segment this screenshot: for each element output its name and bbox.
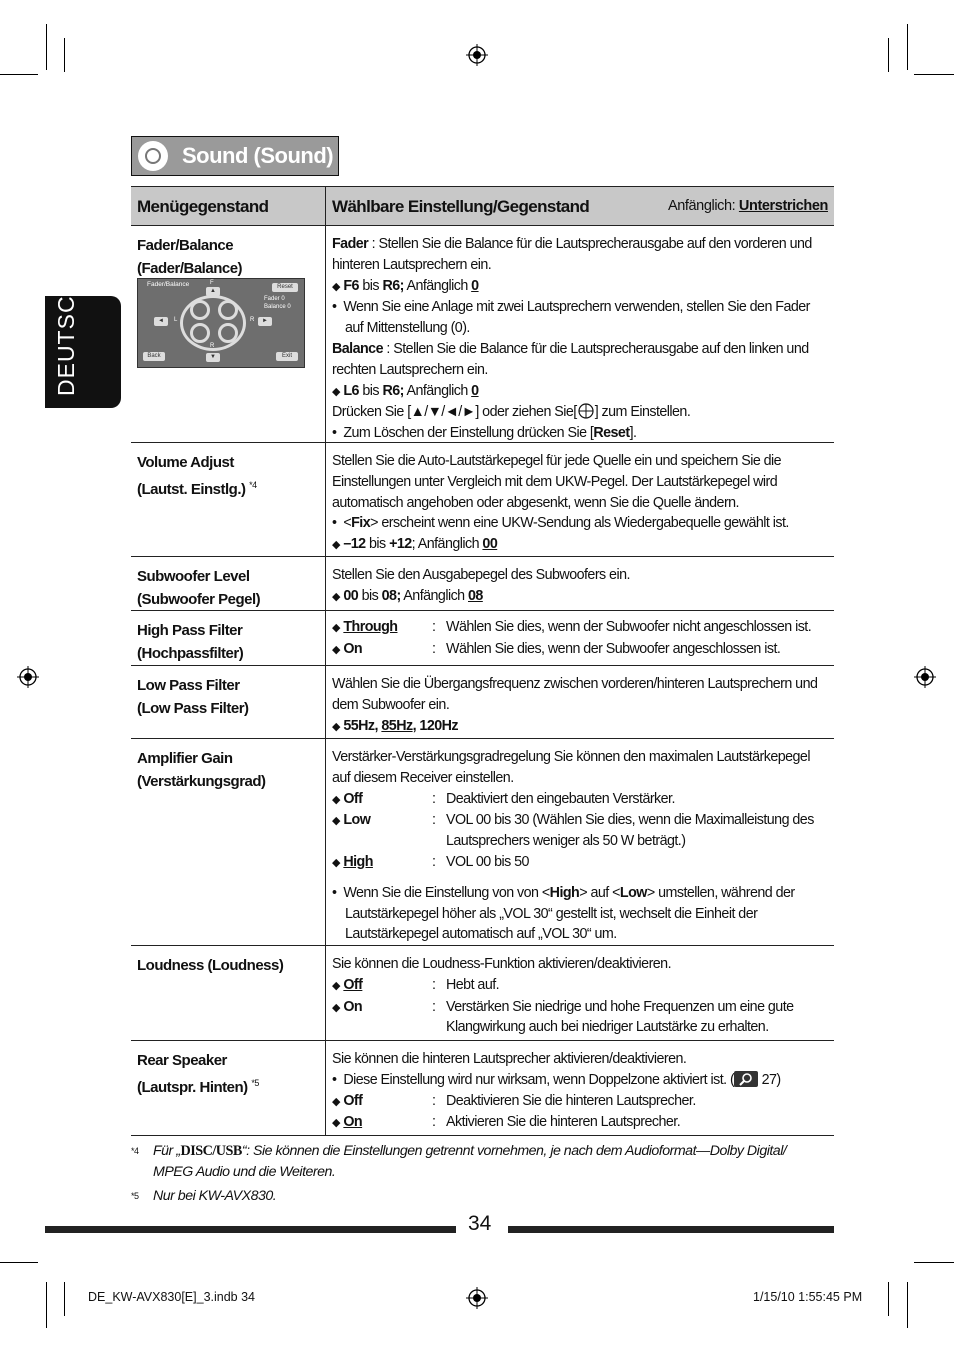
- setting-description: Stellen Sie den Ausgabepegel des Subwoofers ein. ◆ 00 bis 08; Anfänglich 08: [332, 567, 630, 604]
- column-header-settings: Wählbare Einstellung/Gegenstand: [332, 197, 590, 216]
- crop-mark: [907, 1282, 908, 1328]
- crop-mark: [888, 1282, 889, 1316]
- registration-mark-icon: [466, 1287, 488, 1309]
- crop-mark: [0, 74, 38, 75]
- footnote-marker: *5: [131, 1191, 139, 1201]
- screen-back-button: Back: [143, 352, 165, 361]
- crop-mark: [914, 74, 954, 75]
- table-row: [131, 946, 834, 1041]
- crop-mark: [64, 1282, 65, 1316]
- section-header: [131, 136, 339, 176]
- drag-cross-icon: [577, 403, 595, 419]
- language-side-tab: [45, 277, 121, 408]
- registration-mark-icon: [466, 44, 488, 66]
- setting-description: Sie können die Loudness-Funktion aktivieren/deaktivieren. ◆ Off : Hebt auf. ◆ On : Verstärken Sie niedrige und hohe Frequenzen um eine gute Klangwirkung auch bei niedriger Lautstärke zu erhalten.: [332, 956, 794, 1036]
- table-row: [131, 557, 834, 611]
- screen-fader-value: Fader 0: [264, 296, 285, 302]
- table-row: [131, 1041, 834, 1136]
- table-row: [131, 443, 834, 557]
- section-title: Sound (Sound): [182, 143, 334, 168]
- crop-mark: [0, 1262, 38, 1263]
- footnote-4: Für „DISC/USB“: Sie können die Einstellungen getrennt vornehmen, je nach dem Audioformat—Dolby Digital/ MPEG Audio und die Weiteren.: [153, 1143, 787, 1180]
- crop-mark: [914, 1262, 954, 1263]
- page-number: 34: [468, 1212, 492, 1235]
- menu-item-label: Fader/Balance (Fader/Balance): [137, 237, 243, 277]
- setting-description: Verstärker-Verstärkungsgradregelung Sie können den maximalen Lautstärkepegel auf diesem Receiver einstellen. ◆ Off : Deaktiviert den eingebauten Verstärker. ◆ Low : VOL 00 bis 30 (Wählen Sie dies, wenn die Maximalleistung des Lautsprechers weniger als 50 W beträgt.) ◆ High : VOL 00 bis 50 • Wenn Sie die Einstellung von von <High> auf <Low> umstellen, während der Lautstärkepegel höher als „VOL 30“ gestellt ist, wechselt die Einheit der Lautstärkepegel automatisch auf „VOL 30“ um.: [332, 749, 814, 943]
- menu-item-label: Volume Adjust (Lautst. Einstlg.) $^{*4}$: [137, 454, 257, 498]
- table-header: [131, 187, 834, 226]
- fader-balance-screen-illustration: Fader/Balance Reset Fader 0 Balance 0 ▲ ▼ ◄ ► L R F R Back Exit: [137, 278, 305, 368]
- setting-description: Wählen Sie die Übergangsfrequenz zwischen vorderen/hinteren Lautsprechern und dem Subwoofer ein. ◆ 55Hz, 85Hz, 120Hz: [332, 676, 818, 734]
- page-reference-icon: [734, 1071, 758, 1087]
- page-rule-left: [45, 1226, 456, 1233]
- crop-mark: [64, 38, 65, 72]
- disc-icon: [138, 141, 168, 171]
- screen-reset-button: Reset: [272, 283, 298, 292]
- page-rule-right: [508, 1226, 834, 1233]
- initial-legend: Anfänglich: Unterstrichen: [667, 198, 828, 214]
- screen-exit-button: Exit: [276, 352, 298, 361]
- column-header-menu-item: Menügegenstand: [137, 197, 269, 216]
- table-row: [131, 666, 834, 739]
- setting-description: ◆ Through : Wählen Sie dies, wenn der Subwoofer nicht angeschlossen ist. ◆ On : Wählen Sie dies, wenn der Subwoofer angeschlossen ist.: [332, 619, 812, 657]
- setting-description: Stellen Sie die Auto-Lautstärkepegel für jede Quelle ein und speichern Sie die Einstellungen unter Vergleich mit dem UKW-Pegel. Der Lautstärkepegel wird automatisch angehoben oder abgesenkt, wenn Sie die Quelle ändern. • <Fix> erscheint wenn eine UKW-Sendung als Wiedergabequelle gewählt ist. ◆ –12 bis +12; Anfänglich 00: [332, 453, 789, 553]
- menu-item-label: Low Pass Filter (Low Pass Filter): [137, 677, 249, 717]
- print-slug-date: 1/15/10 1:55:45 PM: [753, 1290, 863, 1304]
- menu-item-label: Amplifier Gain (Verstärkungsgrad): [137, 750, 266, 790]
- setting-description: Sie können die hinteren Lautsprecher aktivieren/deaktivieren. • Diese Einstellung wird nur wirksam, wenn Doppelzone aktiviert ist. ( 27) ◆ Off : Deaktivieren Sie die hinteren Lautsprecher. ◆ On : Aktivieren Sie die hinteren Lautsprecher.: [332, 1051, 781, 1131]
- screen-balance-value: Balance 0: [264, 304, 291, 310]
- table-row: [131, 739, 834, 946]
- crop-mark: [46, 1282, 47, 1328]
- screen-title: Fader/Balance: [147, 281, 190, 288]
- crop-mark: [888, 38, 889, 72]
- menu-item-label: Subwoofer Level (Subwoofer Pegel): [137, 568, 261, 608]
- table-row: [131, 611, 834, 666]
- menu-item-label: Rear Speaker (Lautspr. Hinten) $^{*5}$: [137, 1052, 259, 1096]
- registration-mark-icon: [17, 666, 39, 688]
- footnote-5: Nur bei KW-AVX830.: [153, 1188, 277, 1204]
- side-tab-label: DEUTSCH: [53, 277, 79, 396]
- menu-item-label: Loudness (Loudness): [137, 957, 284, 974]
- registration-mark-icon: [914, 666, 936, 688]
- setting-description: Fader : Stellen Sie die Balance für die Lautsprecherausgabe auf den vorderen und hinteren Lautsprechern ein. ◆ F6 bis R6; Anfänglich 0 • Wenn Sie eine Anlage mit zwei Lautsprechern verwenden, stellen Sie den Fader auf Mittenstellung (0). Balance : Stellen Sie die Balance für die Lautsprecherausgabe auf den linken und rechten Lautsprechern ein. ◆ L6 bis R6; Anfänglich 0 Drücken Sie [▲/▼/◄/►] oder ziehen Sie[ ] zum Einstellen. • Zum Löschen der Einstellung drücken Sie [Reset].: [332, 236, 812, 442]
- menu-item-label: High Pass Filter (Hochpassfilter): [137, 622, 244, 662]
- crop-mark: [46, 24, 47, 70]
- crop-mark: [907, 24, 908, 70]
- print-slug-file: DE_KW-AVX830[E]_3.indb 34: [88, 1290, 255, 1304]
- footnote-marker: *4: [131, 1146, 139, 1156]
